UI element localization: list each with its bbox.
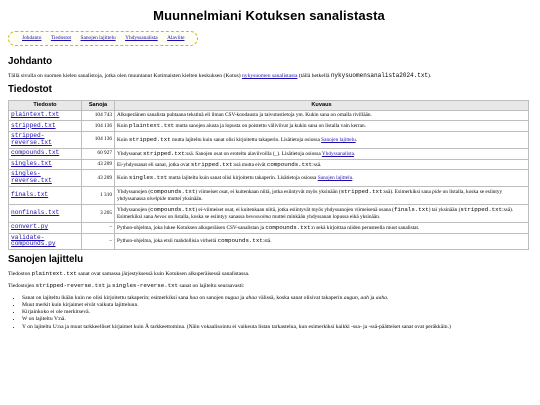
example-word: aaha — [375, 294, 387, 301]
sorting-paragraph-1 — [8, 270, 530, 278]
text-fragment: mutta sanojen alusta ja lopusta on poistettu väliviivat ja kukin sana on listalla vain kerran. — [174, 123, 366, 130]
file-link[interactable]: stripped.txt — [11, 121, 56, 129]
text-fragment: ja — [368, 294, 376, 301]
nav-link-yhdyssanalista[interactable]: Yhdyssanalista — [125, 34, 158, 41]
text-fragment: :ssä). Esimerkiksi sana — [117, 206, 514, 220]
table-row — [9, 111, 529, 121]
word-count-cell: 104 743 — [82, 111, 115, 121]
text-fragment: . — [355, 136, 358, 143]
filename-code: plaintext.txt — [31, 270, 77, 278]
text-fragment: :ssä. — [312, 161, 322, 168]
list-item — [22, 309, 530, 316]
sanalista-link[interactable]: nykysuomen sanalistasta — [241, 72, 298, 79]
file-link[interactable]: convert.py — [11, 223, 49, 231]
table-row — [9, 148, 529, 159]
file-cell — [9, 204, 82, 222]
example-word: hevos — [154, 213, 167, 220]
word-count-cell: 60 927 — [82, 148, 115, 159]
text-fragment: muttei yksinään. — [166, 196, 203, 203]
table-row — [9, 159, 529, 170]
text-fragment: välissä, koska sanat olisivat takaperin — [256, 294, 344, 301]
text-fragment: W on lajiteltu V:nä. — [22, 316, 66, 323]
text-fragment: Python-ohjelma, joka lukee Kotuksen alkuperäisen CSV-sanalistan ja — [117, 224, 266, 231]
table-row — [9, 233, 529, 250]
file-link[interactable]: finals.txt — [11, 191, 49, 199]
file-cell — [9, 170, 82, 187]
file-cell — [9, 111, 82, 121]
text-fragment: . — [353, 150, 356, 157]
section-link[interactable]: Sanojen lajittelu — [317, 175, 353, 182]
filename-code: plaintext.txt — [128, 122, 175, 130]
list-item — [22, 316, 530, 323]
page-title: Muunnelmiani Kotuksen sanalistasta — [153, 8, 385, 23]
description-cell — [115, 170, 529, 187]
intro-text: ). — [428, 72, 432, 79]
text-fragment: Ei-yhdyssanat eli sanat, jotka ovat — [117, 161, 191, 168]
file-link[interactable]: compounds.txt — [11, 149, 60, 157]
file-cell — [9, 131, 82, 148]
text-fragment: Yhdyssanat — [117, 150, 144, 157]
text-fragment: ja — [238, 294, 246, 301]
word-count-cell: – — [82, 233, 115, 250]
filename-code: nykysuomensanalista2024.txt — [330, 71, 429, 79]
nav-link-alaviite[interactable]: Alaviite — [167, 34, 185, 41]
example-word: augun, aah — [343, 294, 369, 301]
text-fragment: mutta lajiteltu kuin sanat olisi kirjoitettu takaperin. Lisätietoja osiossa — [167, 175, 318, 182]
intro-text: Tällä sivulla on suomen kielen sanalistoja, jotka olen muuntanut Kotimaisten kielten keskuksen (Kotus) — [8, 72, 242, 79]
filename-code: compounds.txt — [266, 160, 313, 168]
column-header-file: Tiedosto — [9, 100, 82, 110]
section-heading-sanojen-lajittelu: Sanojen lajittelu — [8, 254, 84, 266]
filename-code: compounds.txt — [217, 237, 263, 245]
filename-code: compounds.txt — [150, 188, 196, 196]
filename-code: stripped.txt — [190, 160, 233, 168]
description-cell — [115, 111, 529, 121]
description-cell — [115, 222, 529, 233]
example-word: nugua — [224, 294, 239, 301]
list-item — [22, 324, 530, 331]
text-fragment: mutta lajiteltu kuin sanat olisi kirjoitettu takaperin. Lisätietoja osiossa — [170, 136, 322, 143]
text-fragment: :ssä. Sanojen osat on eroteltu alaviivoilla (_). Lisätietoja osiossa — [184, 150, 322, 157]
word-count-cell: 104 136 — [82, 121, 115, 132]
description-cell — [115, 121, 529, 132]
nav-link-sanojen-lajittelu[interactable]: Sanojen lajittelu — [80, 34, 116, 41]
files-table-body — [9, 111, 529, 250]
text-fragment: Y on lajiteltu U:na ja muut tarkkeelliset kirjaimet kuin Å tarkkeettomina. (Näin vokaalisointu ei vaikeuta listan tarkastelua, kun esimerkiksi kaikki -ssa- ja -ssä-päätteiset sanat ovat peräkkäin.) — [22, 323, 451, 330]
file-cell — [9, 187, 82, 205]
filename-code: finals.txt — [393, 205, 429, 213]
file-cell — [9, 222, 82, 233]
intro-text: (tällä hetkellä — [297, 72, 331, 79]
text-fragment: :n sekä kirjoittaa niiden perusteella muut sanalistat. — [310, 224, 420, 231]
filename-code: compounds.txt — [265, 223, 311, 231]
word-count-cell: 3 205 — [82, 204, 115, 222]
intro-paragraph — [8, 72, 530, 80]
nav-link-johdanto[interactable]: Johdanto — [22, 34, 42, 41]
word-count-cell: 43 209 — [82, 170, 115, 187]
sorting-paragraph-2 — [8, 282, 530, 290]
list-item — [22, 295, 530, 302]
file-cell — [9, 121, 82, 132]
word-count-cell: 104 136 — [82, 131, 115, 148]
word-count-cell: 1 310 — [82, 187, 115, 205]
text-fragment: Tiedoston — [8, 271, 32, 278]
toc-nav — [8, 31, 198, 46]
filename-code: stripped.txt — [460, 205, 503, 213]
example-word: hevosvoima — [245, 213, 271, 220]
text-fragment: Tiedostojen — [8, 283, 36, 290]
files-table — [8, 100, 529, 250]
example-word: nivelpide — [146, 196, 167, 203]
section-heading-johdanto: Johdanto — [8, 56, 53, 68]
description-cell — [115, 131, 529, 148]
nav-link-tiedostot[interactable]: Tiedostot — [50, 34, 72, 41]
text-fragment: Kuin — [117, 123, 129, 130]
text-fragment: . — [352, 175, 354, 182]
text-fragment: ) ei-viimeiset osat, ei kuitenkaan niitä, jotka esiintyvät myös yhdyssanojen viimeisenä osana ( — [195, 206, 394, 213]
table-row — [9, 204, 529, 222]
file-link[interactable]: validate-compounds.py — [11, 233, 56, 248]
filename-code: stripped.txt — [340, 188, 383, 196]
text-fragment: ) tai yksinään ( — [428, 206, 461, 213]
file-link[interactable]: singles.txt — [11, 160, 52, 168]
text-fragment: ja — [105, 283, 113, 290]
example-word: ahaa — [245, 294, 257, 301]
text-fragment: on listalla, koska se esiintyy sanassa — [166, 213, 246, 220]
description-cell — [115, 233, 529, 250]
text-fragment: Alkuperäinen sanalista puhtaana tekstinä eli ilman CSV-koodausta ja taivutustietoja ym. Kukin sana on omalla rivillään. — [117, 112, 372, 119]
filename-code: stripped-reverse.txt — [35, 282, 106, 290]
filename-code: compounds.txt — [150, 205, 196, 213]
text-fragment: Sanat on lajiteltu ikään kuin ne olisi kirjoitettu takaperin; esimerkiksi sana — [22, 294, 190, 301]
text-fragment: ) viimeiset osat, ei kuitenkaan niitä, jotka esiintyvät myös yksinään ( — [195, 189, 341, 196]
text-fragment: sanat on lajiteltu seuraavasti: — [178, 283, 245, 290]
text-fragment: :stä. — [262, 238, 272, 245]
table-row — [9, 170, 529, 187]
description-cell — [115, 148, 529, 159]
file-cell — [9, 148, 82, 159]
text-fragment: Kuin — [117, 175, 129, 182]
file-link[interactable]: nonfinals.txt — [11, 208, 60, 216]
filename-code: singles.txt — [128, 174, 168, 182]
text-fragment: on sanojen — [198, 294, 225, 301]
text-fragment: Yhdyssanojen ( — [117, 206, 151, 213]
text-fragment: Python-ohjelma, joka etsii mahdollisia virheitä — [117, 238, 218, 245]
text-fragment: Yhdyssanojen ( — [117, 189, 151, 196]
word-count-cell: – — [82, 222, 115, 233]
word-count-cell: 43 209 — [82, 159, 115, 170]
example-word: pide — [432, 189, 442, 196]
filename-code: singles-reverse.txt — [112, 282, 179, 290]
filename-code: stripped.txt — [128, 135, 171, 143]
column-header-description: Kuvaus — [115, 100, 529, 110]
description-cell — [115, 204, 529, 222]
table-row — [9, 131, 529, 148]
file-cell — [9, 233, 82, 250]
section-link[interactable]: Yhdyssanalista — [321, 150, 354, 157]
table-header-row — [9, 100, 529, 110]
table-row — [9, 121, 529, 132]
example-word: haa — [189, 294, 199, 301]
text-fragment: . — [386, 294, 389, 301]
file-link[interactable]: stripped-reverse.txt — [11, 131, 52, 146]
section-heading-tiedostot: Tiedostot — [8, 84, 52, 96]
text-fragment: :ssä). Esimerkiksi sana — [382, 189, 433, 196]
text-fragment: Kirjainkoko ei ole merkitsevä. — [22, 309, 91, 316]
text-fragment: on listalla, koska se esiintyy yhdyssanassa — [117, 189, 503, 203]
column-header-count: Sanoja — [82, 100, 115, 110]
table-row — [9, 222, 529, 233]
description-cell — [115, 187, 529, 205]
description-cell — [115, 159, 529, 170]
file-cell — [9, 159, 82, 170]
table-row — [9, 187, 529, 205]
file-link[interactable]: singles-reverse.txt — [11, 170, 52, 185]
text-fragment: :ssä mutta eivät — [232, 161, 267, 168]
sorting-rules-list — [8, 295, 530, 331]
filename-code: stripped.txt — [143, 149, 185, 157]
text-fragment: Kuin — [117, 136, 129, 143]
text-fragment: Muut merkit kuin kirjaimet eivät vaikuta lajitteluun. — [22, 301, 139, 308]
file-link[interactable]: plaintext.txt — [11, 111, 60, 119]
text-fragment: sanat ovat samassa järjestyksessä kuin Kotuksen alkuperäisessä sanalistassa. — [76, 271, 250, 278]
section-link[interactable]: Sanojen lajittelu — [321, 136, 356, 143]
list-item — [22, 302, 530, 309]
text-fragment: muttei minkään yhdyssanan lopussa eikä yksinään. — [270, 213, 381, 220]
